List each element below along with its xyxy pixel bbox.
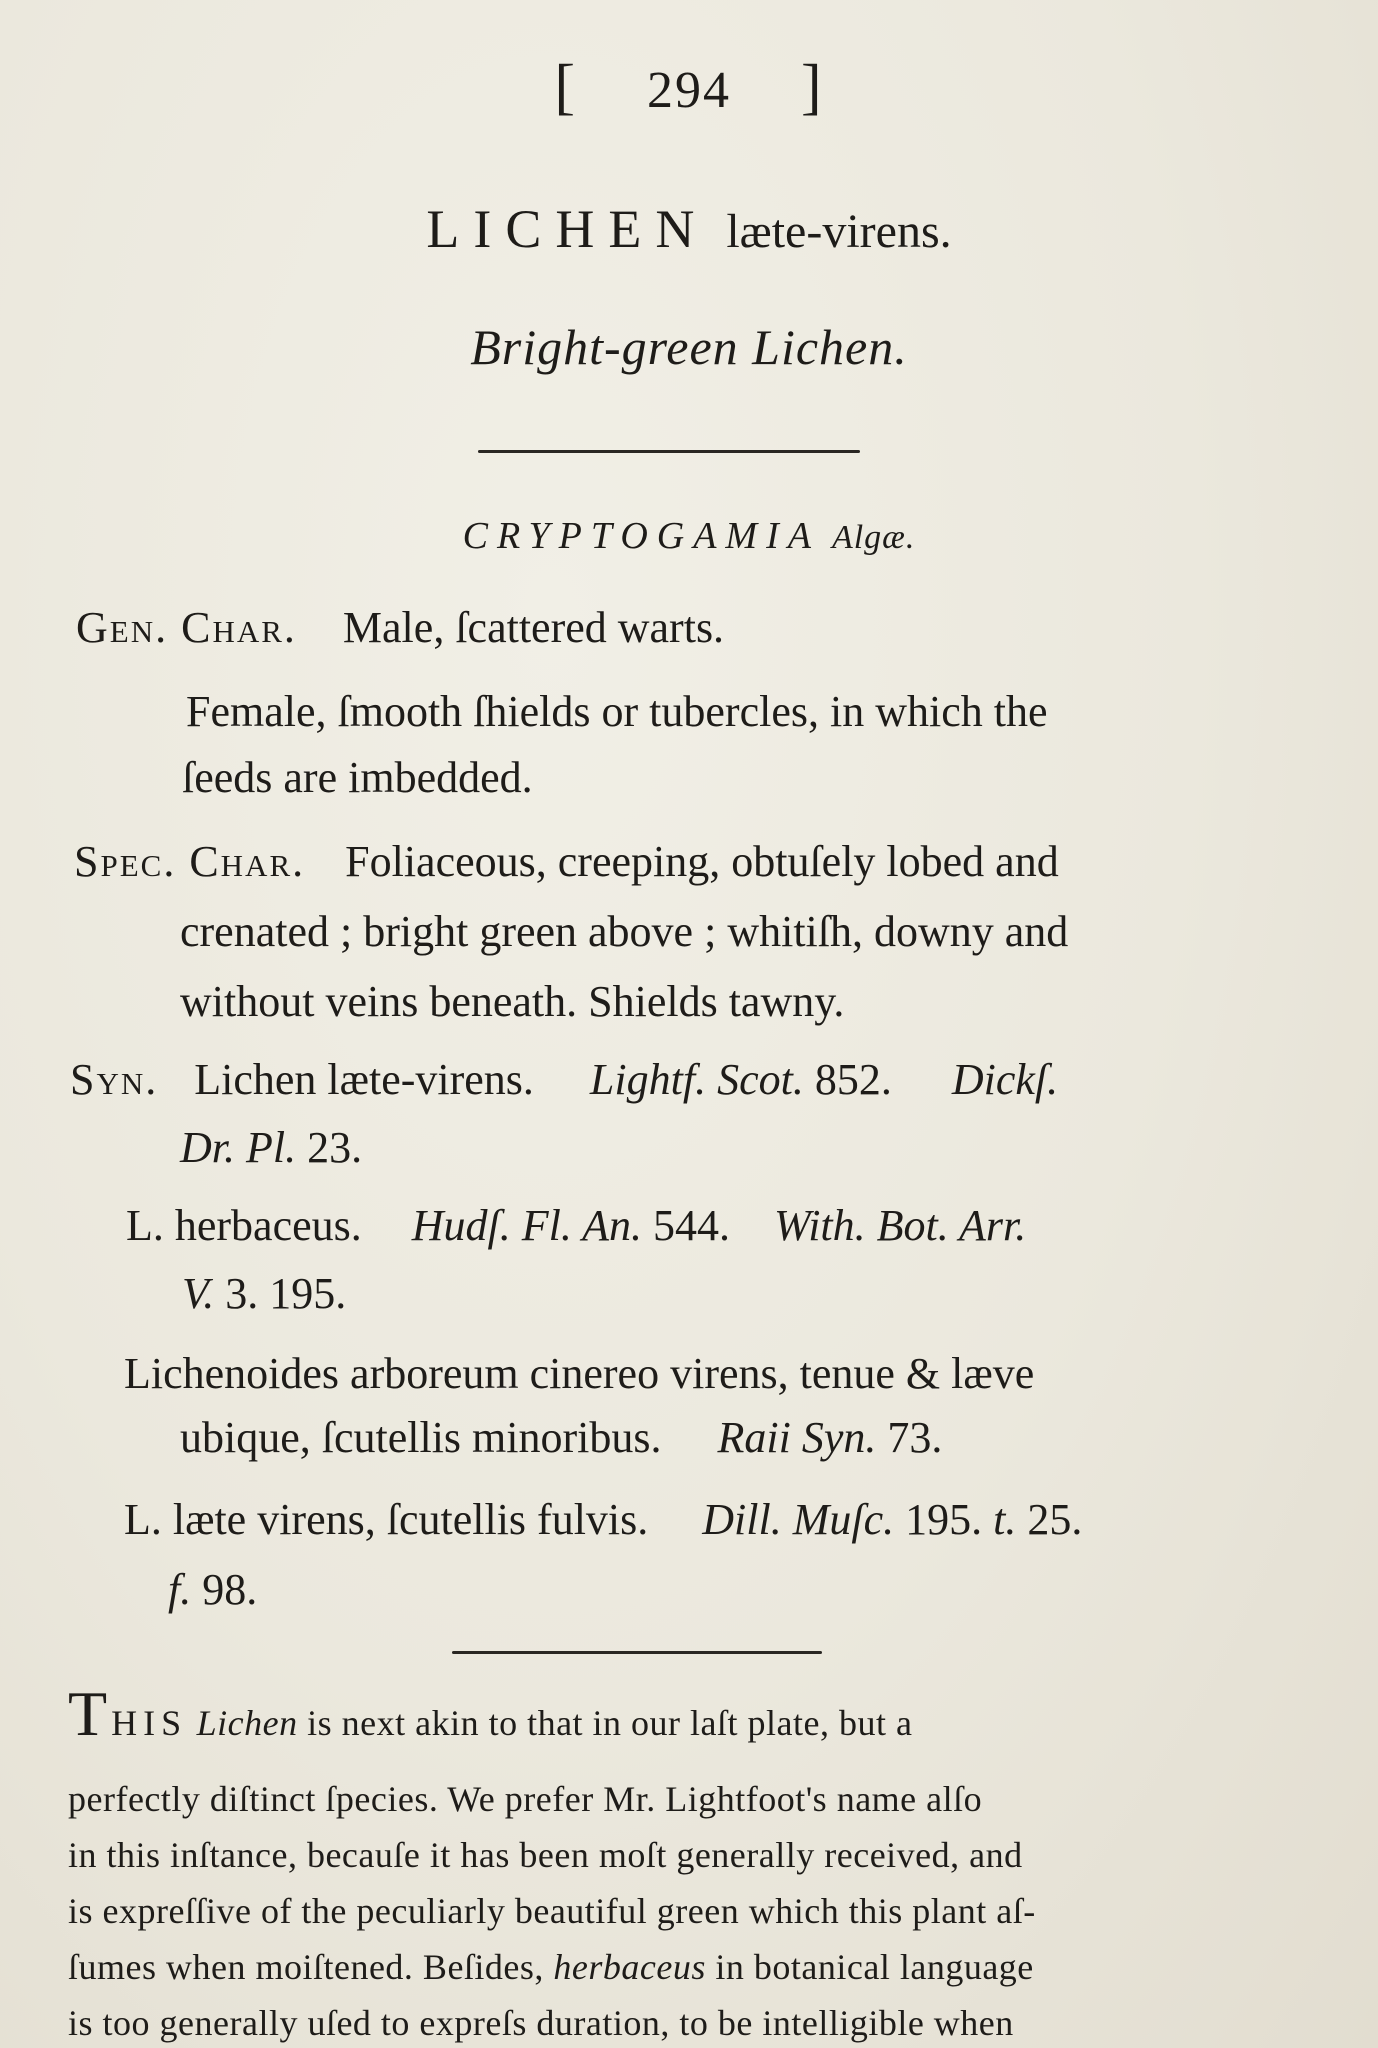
body-line-6: is too generally uſed to expreſs duration, to be intelligible when (68, 2003, 1014, 2043)
species-epithet: læte-virens. (726, 205, 952, 258)
gen-char-label: Gen. Char. (76, 603, 297, 652)
gen-char-line-2: Female, ſmooth ſhields or tubercles, in which the (186, 687, 1048, 736)
spec-char-line-3: without veins beneath. Shields tawny. (180, 977, 845, 1026)
class-name: CRYPTOGAMIA (462, 515, 820, 557)
common-name: Bright-green Lichen. (470, 319, 908, 375)
classification (0, 514, 1378, 558)
synonym-1-line-2: Dr. Pl. 23. (180, 1123, 363, 1172)
body-line-2: perfectly diſtinct ſpecies. We prefer Mr. Lightfoot's name alſo (68, 1779, 983, 1819)
genus-name: LICHEN (426, 199, 709, 259)
page-number-header (0, 52, 1378, 123)
synonym-3-line-2: ubique, ſcutellis minoribus. Raii Syn. 73. (180, 1413, 943, 1462)
drop-cap: T (68, 1678, 112, 1749)
synonym-1-line-1: Syn. Lichen læte-virens. Lightf. Scot. 852. Dickſ. (70, 1055, 1059, 1104)
syn-label: Syn. (70, 1055, 159, 1104)
body-line-3: in this inſtance, becauſe it has been moſt generally received, and (68, 1835, 1023, 1875)
gen-char-line-1: Gen. Char. Male, ſcattered warts. (76, 603, 725, 652)
synonym-2-line-2: V. 3. 195. (182, 1269, 347, 1318)
spec-char-line-2: crenated ; bright green above ; whitiſh, downy and (180, 907, 1069, 956)
page-number: 294 (647, 62, 731, 119)
divider-rule (478, 450, 860, 453)
synonym-4-line-1: L. læte virens, ſcutellis fulvis. Dill. Muſc. 195. t. 25. (124, 1495, 1083, 1544)
body-line-4: is expreſſive of the peculiarly beautiful green which this plant aſ- (68, 1891, 1036, 1931)
spec-char-line-1: Spec. Char. Foliaceous, creeping, obtuſely lobed and (74, 837, 1059, 886)
synonym-3-line-1: Lichenoides arboreum cinereo virens, tenue & læve (124, 1349, 1035, 1398)
synonym-2-line-1: L. herbaceus. Hudſ. Fl. An. 544. With. Bot. Arr. (126, 1201, 1027, 1250)
spec-char-label: Spec. Char. (74, 837, 306, 886)
gen-char-line-3: ſeeds are imbedded. (182, 753, 533, 802)
left-bracket: [ (554, 53, 577, 121)
body-line-1: THIS Lichen is next akin to that in our laſt plate, but a (68, 1678, 913, 1749)
species-title (0, 198, 1378, 260)
divider-rule-2 (452, 1651, 822, 1654)
body-line-5: ſumes when moiſtened. Beſides, herbaceus in botanical language (68, 1947, 1034, 1987)
synonym-4-line-2: f. 98. (168, 1565, 258, 1614)
right-bracket: ] (801, 53, 824, 121)
order-name: Algæ. (831, 519, 916, 556)
